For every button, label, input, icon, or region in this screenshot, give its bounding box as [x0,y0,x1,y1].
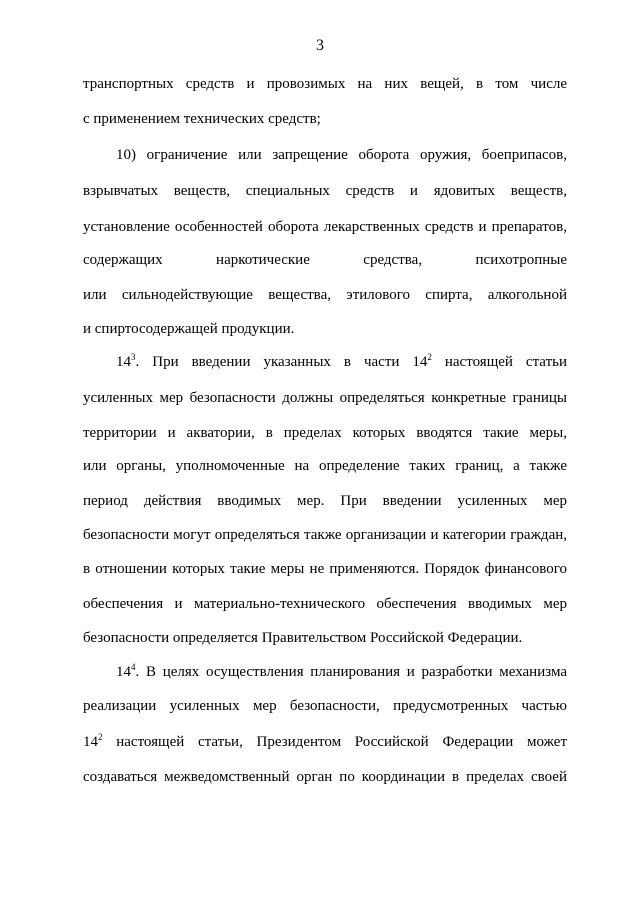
text-line-12: или органы, уполномоченные на определение таких границ, а также [83,458,567,474]
line-text: 14 [83,734,98,750]
text-line-19: реализации усиленных мер безопасности, предусмотренных частью [83,698,567,714]
text-line-13: период действия вводимых мер. При введении усиленных мер [83,493,567,509]
text-line-15: в отношении которых такие меры не применяются. Порядок финансового [83,561,567,577]
text-line-9 [116,353,567,371]
paragraph-number: 14 [116,664,131,680]
page-number: 3 [316,37,324,54]
text-line-16: обеспечения и материально-технического обеспечения вводимых мер [83,596,567,612]
text-line-6: содержащих наркотические средства, психотропные [83,252,567,268]
text-line-7: или сильнодействующие вещества, этилового спирта, алкогольной [83,287,567,303]
text-line-11: территории и акватории, в пределах которых вводятся такие меры, [83,425,567,441]
superscript: 4 [131,662,136,672]
line-text: . В целях осуществления планирования и разработки механизма [135,664,567,680]
text-line-21: создаваться межведомственный орган по координации в пределах своей [83,769,567,785]
superscript: 3 [131,352,136,362]
text-line-18 [116,663,567,681]
superscript: 2 [98,732,103,742]
text-line-8: и спиртосодержащей продукции. [83,321,295,337]
text-line-20 [83,733,567,751]
line-text: настоящей статьи [431,354,567,370]
text-line-2: с применением технических средств; [83,111,321,127]
line-text: . При введении указанных в части 14 [135,354,428,370]
text-line-17: безопасности определяется Правительством Российской Федерации. [83,630,523,646]
text-line-5: установление особенностей оборота лекарственных средств и препаратов, [83,219,567,235]
text-line-3: 10) ограничение или запрещение оборота оружия, боеприпасов, [116,147,567,163]
text-line-14: безопасности могут определяться также организации и категории граждан, [83,527,567,543]
line-text: настоящей статьи, Президентом Российской Федерации может [102,734,567,750]
text-line-4: взрывчатых веществ, специальных средств и ядовитых веществ, [83,183,567,199]
paragraph-number: 14 [116,354,131,370]
text-line-1: транспортных средств и провозимых на них вещей, в том числе [83,76,567,92]
text-line-10: усиленных мер безопасности должны определяться конкретные границы [83,390,567,406]
superscript: 2 [427,352,432,362]
